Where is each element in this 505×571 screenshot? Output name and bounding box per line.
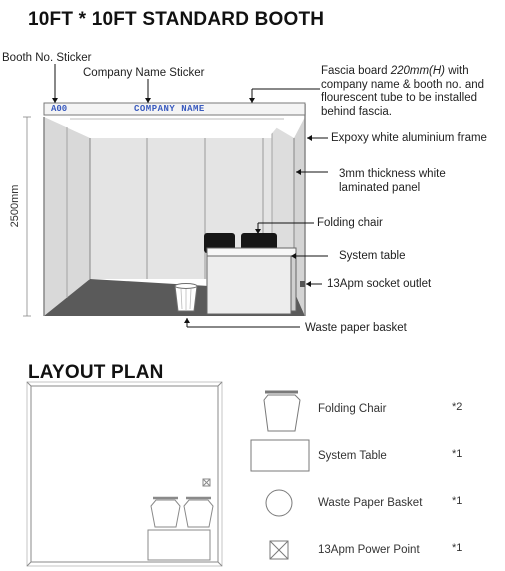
legend-table-icon (251, 440, 309, 471)
waste-basket-label: Waste paper basket (305, 322, 407, 334)
socket-3d (300, 281, 305, 287)
socket-outlet-label: 13Apm socket outlet (327, 278, 432, 290)
company-name-sticker: COMPANY NAME (134, 104, 205, 114)
fluorescent-light (70, 119, 284, 138)
frame-label: Expoxy white aluminium frame (331, 132, 487, 144)
legend-power-point-label: 13Apm Power Point (318, 544, 420, 556)
fascia-board-label-post: with company name & booth no. and flourescent tube to be installed behind fascia. (321, 65, 485, 118)
system-table-label: System table (339, 250, 406, 262)
legend-basket-icon (266, 490, 292, 516)
legend-system-table-qty: *1 (452, 448, 463, 460)
legend-system-table-label: System Table (318, 450, 387, 462)
legend-chair-icon (264, 395, 300, 431)
height-dimension-label: 2500mm (9, 184, 21, 228)
layout-plan (27, 382, 222, 566)
fascia-board-dimension: 220mm(H) (390, 65, 445, 77)
panel-label: 3mm thickness white laminated panel (339, 168, 446, 194)
page-title: 10FT * 10FT STANDARD BOOTH (28, 9, 325, 30)
system-table-3d (207, 248, 296, 256)
legend-waste-basket-qty: *1 (452, 495, 463, 507)
layout-plan-title: LAYOUT PLAN (28, 362, 164, 383)
folding-chair-label: Folding chair (317, 217, 383, 229)
fascia-board-label (321, 65, 505, 119)
fascia-board-label-pre: Fascia board (321, 65, 391, 77)
legend-folding-chair-label: Folding Chair (318, 403, 387, 415)
booth-no-sticker-label: Booth No. Sticker (2, 52, 92, 64)
company-name-sticker-label: Company Name Sticker (83, 67, 205, 79)
booth-number-sticker: A00 (51, 104, 68, 114)
legend-waste-basket-label: Waste Paper Basket (318, 497, 423, 509)
legend-folding-chair-qty: *2 (452, 401, 463, 413)
legend-symbols (251, 392, 309, 559)
legend-power-point-qty: *1 (452, 542, 463, 554)
